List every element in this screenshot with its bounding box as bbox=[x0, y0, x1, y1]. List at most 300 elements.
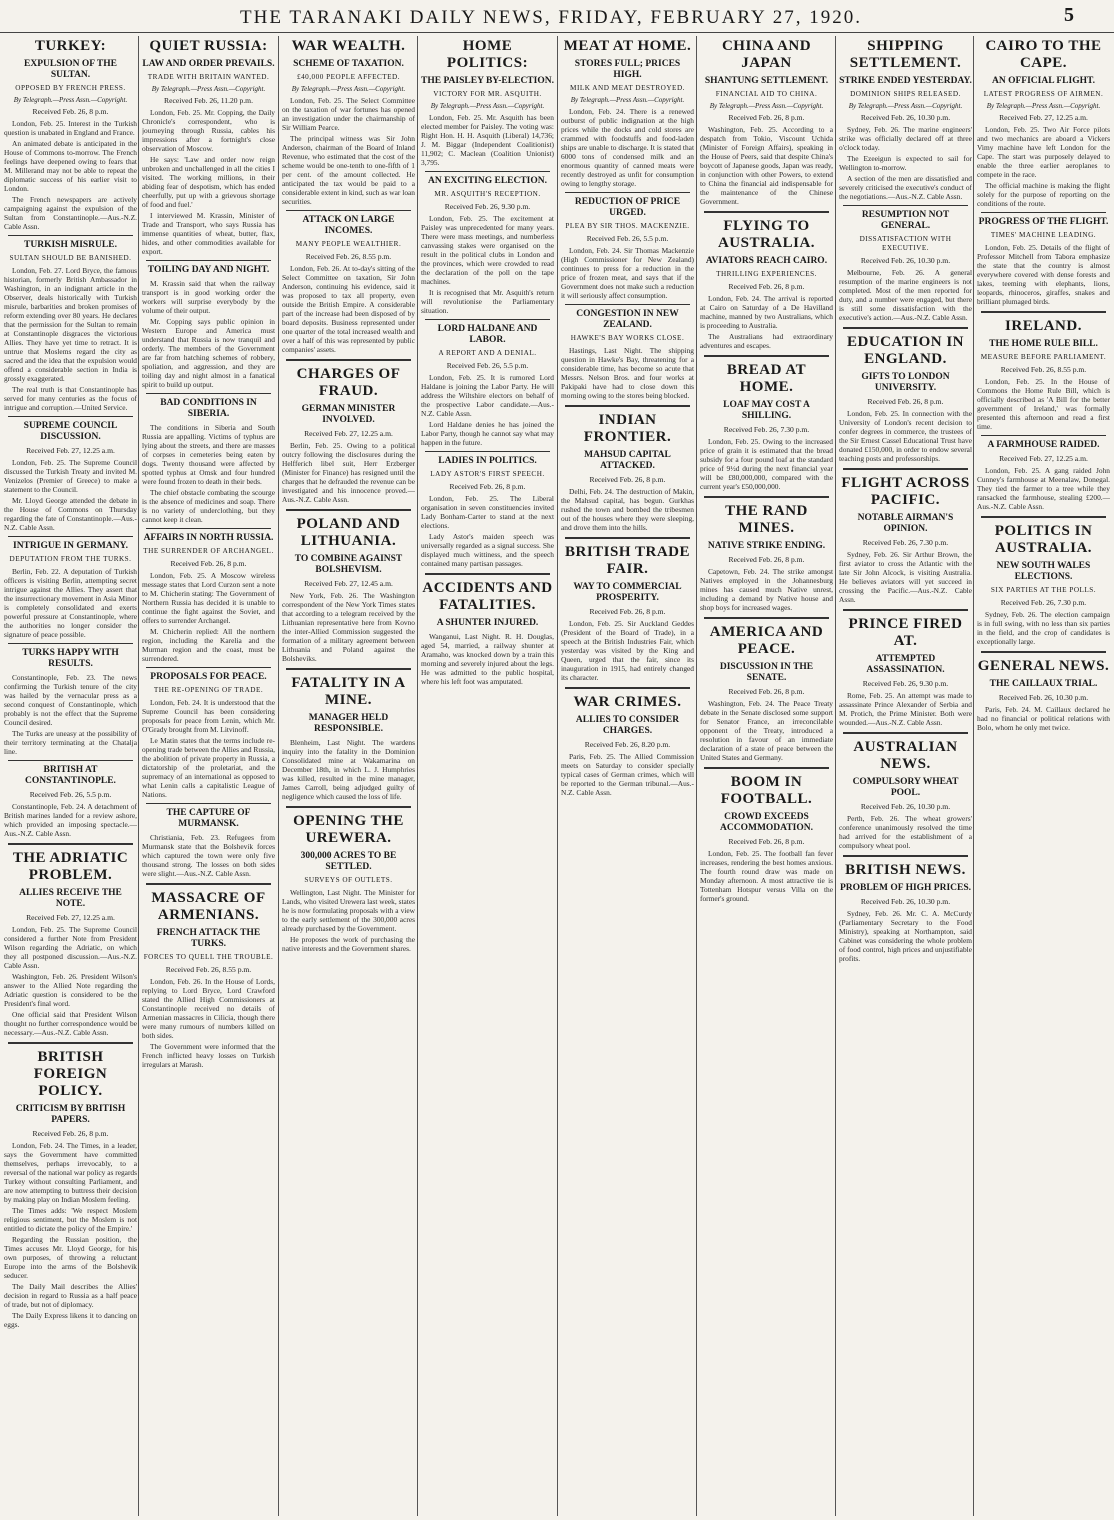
article-divider bbox=[8, 536, 133, 537]
article-paragraph: Mr. Copping says public opinion in Western Europe and America must understand that Russia is now tranquil and orderly. The members of the Government are far from hatching schemes of robbery, spoliation, and aggression, and they are toiling day and night almost in a fanatical spirit to build up output. bbox=[142, 317, 275, 389]
article-subheading: BAD CONDITIONS IN SIBERIA. bbox=[160, 398, 257, 419]
article bbox=[142, 667, 275, 799]
article-deck: MANY PEOPLE WEALTHIER. bbox=[295, 240, 402, 248]
article-headline: MASSACRE OF ARMENIANS. bbox=[151, 890, 266, 923]
article-subheading: LORD HALDANE AND LABOR. bbox=[437, 324, 538, 345]
article-paragraph: Constantinople, Feb. 23. The news confirming the Turkish tenure of the city was hailed by the vernacular press as a second conquest of Constantinople, which probably is not the effect that the Supreme Council desired. bbox=[4, 673, 137, 727]
article bbox=[282, 806, 415, 953]
article-deck: DISSATISFACTION WITH EXECUTIVE. bbox=[859, 235, 952, 252]
article bbox=[977, 212, 1110, 306]
article-paragraph: The Daily Mail describes the Allies' decision in regard to Russia as a half peace of trade, but not of diplomacy. bbox=[4, 1282, 137, 1309]
article-headline: PRINCE FIRED AT. bbox=[848, 616, 963, 649]
article-paragraph: Paris, Feb. 25. The Allied Commission meets on Saturday to consider specially typical cases of German crimes, which will be reported to the German tribunal.—Aus.-N.Z. Cable Assn. bbox=[561, 752, 694, 797]
article-headline: CAIRO TO THE CAPE. bbox=[985, 38, 1102, 71]
article-divider bbox=[843, 609, 968, 611]
article-paragraph: Christiania, Feb. 23. Refugees from Murmansk state that the Bolshevik forces which captured the town were only five thousand strong. The losses on both sides were slight.—Aus.-N.Z. Cable Assn. bbox=[142, 833, 275, 878]
article-deck: OPPOSED BY FRENCH PRESS. bbox=[15, 84, 126, 92]
article-headline: BRITISH TRADE FAIR. bbox=[564, 544, 690, 577]
article bbox=[421, 573, 554, 686]
article-divider bbox=[286, 210, 411, 211]
article-subheading: EXPULSION OF THE SULTAN. bbox=[24, 59, 117, 80]
article-deck: SULTAN SHOULD BE BANISHED. bbox=[9, 254, 132, 262]
article-deck: MILK AND MEAT DESTROYED. bbox=[570, 84, 685, 92]
received-time: Received Feb. 26, 8 p.m. bbox=[728, 113, 805, 122]
telegraph-credit: By Telegraph.—Press Assn.—Copyright. bbox=[570, 96, 685, 104]
column-rule bbox=[417, 36, 418, 1516]
article-deck: MEASURE BEFORE PARLIAMENT. bbox=[980, 353, 1107, 361]
article-paragraph: Delhi, Feb. 24. The destruction of Makin, the Mahsud capital, has begun. Gurkhas rushed the town and bombed the tribesmen out of the houses where they were sleeping, and drove them into the hills. bbox=[561, 487, 694, 532]
received-time: Received Feb. 26, 5.5 p.m. bbox=[29, 790, 112, 799]
article-headline: ACCIDENTS AND FATALITIES. bbox=[422, 580, 553, 613]
article-paragraph: A section of the men are dissatisfied and severely criticised the executive's conduct of the negotiations.—Aus.-N.Z. Cable Assn. bbox=[839, 174, 972, 201]
article-paragraph: Blenheim, Last Night. The wardens inquiry into the fatality in the Dominion Consolidated mine at Wakamarina on December 18th, in which L. J. Humphries was killed, resulted in the mine manager, James Carroll, being adjudged guilty of negligence which caused the loss of life. bbox=[282, 738, 415, 801]
received-time: Received Feb. 26, 8 p.m. bbox=[170, 559, 247, 568]
article-headline: THE RAND MINES. bbox=[725, 503, 808, 536]
received-time: Received Feb. 26, 8.55 p.m. bbox=[165, 965, 252, 974]
article bbox=[561, 687, 694, 797]
article-paragraph: The French newspapers are actively campaigning against the expulsion of the Sultan from Constantinople.—Aus.-N.Z. Cable Assn. bbox=[4, 195, 137, 231]
article-divider bbox=[843, 732, 968, 734]
article-divider bbox=[286, 668, 411, 670]
article-subheading: MAHSUD CAPITAL ATTACKED. bbox=[584, 450, 671, 471]
received-time: Received Feb. 26, 8.20 p.m. bbox=[584, 740, 671, 749]
received-time: Received Feb. 27, 12.45 a.m. bbox=[304, 579, 393, 588]
article-paragraph: The conditions in Siberia and South Russia are appalling. Victims of typhus are lying about the streets, and there are masses of corpses in cemeteries being eaten by dogs. Twenty thousand were affected by spotted typhus at Omsk and four hundred were found frozen to death in their beds. bbox=[142, 423, 275, 486]
article-divider bbox=[425, 319, 550, 320]
article-divider bbox=[8, 416, 133, 417]
article-subheading: PROBLEM OF HIGH PRICES. bbox=[839, 883, 972, 893]
column-2 bbox=[142, 36, 275, 1516]
article-headline: BREAD AT HOME. bbox=[726, 362, 807, 395]
article-subheading: ALLIES TO CONSIDER CHARGES. bbox=[575, 715, 680, 736]
telegraph-credit: By Telegraph.—Press Assn.—Copyright. bbox=[709, 102, 824, 110]
article-subheading: TURKS HAPPY WITH RESULTS. bbox=[22, 648, 119, 669]
article-subheading: SCHEME OF TAXATION. bbox=[293, 59, 404, 69]
received-time: Received Feb. 26, 8 p.m. bbox=[589, 475, 666, 484]
column-rule bbox=[835, 36, 836, 1516]
article-headline: INDIAN FRONTIER. bbox=[583, 412, 672, 445]
article-headline: WAR WEALTH. bbox=[291, 38, 406, 54]
article-paragraph: Berlin, Feb. 25. Owing to a political outcry following the disclosures during the Helfferich libel suit, Herr Erzberger (Minister for Finance) has resigned until the charges that he defrauded the revenue can be investigated and his innocence proved.—Aus.-N.Z. Cable Assn. bbox=[282, 441, 415, 504]
telegraph-credit: By Telegraph.—Press Assn.—Copyright. bbox=[291, 85, 406, 93]
article bbox=[4, 1042, 137, 1329]
article-divider bbox=[286, 509, 411, 511]
article bbox=[977, 311, 1110, 431]
article-paragraph: The Turks are uneasy at the possibility of their territory terminating at the Chatalja line. bbox=[4, 729, 137, 756]
article-paragraph: London, Feb. 25. In connection with the University of London's recent decision to confer degrees in commerce, the trustees of the Sir Ernest Cassel Educational Trust have donated £150,000, in order to endow several teaching posts and professorships. bbox=[839, 409, 972, 463]
article-subheading: THE PAISLEY BY-ELECTION. bbox=[421, 76, 554, 86]
received-time: Received Feb. 26, 8 p.m. bbox=[728, 837, 805, 846]
article-paragraph: London, Feb. 24. The arrival is reported at Cairo on Saturday of a De Havilland machine, manned by two Australians, which is proceeding to Australia. bbox=[700, 294, 833, 330]
article-paragraph: The Australians had extraordinary adventures and escapes. bbox=[700, 332, 833, 350]
article-paragraph: He proposes the work of purchasing the native interests and the Government shares. bbox=[282, 935, 415, 953]
article bbox=[700, 38, 833, 206]
article bbox=[4, 235, 137, 412]
article-deck: TIMES' MACHINE LEADING. bbox=[990, 231, 1097, 239]
article-deck: THRILLING EXPERIENCES. bbox=[716, 270, 817, 278]
article-paragraph: One official said that President Wilson thought no further correspondence would be necessary.—Aus.-N.Z. Cable Assn. bbox=[4, 1010, 137, 1037]
article-divider bbox=[565, 405, 690, 407]
article-paragraph: Wellington, Last Night. The Minister for Lands, who visited Urewera last week, states he is now formulating proposals with a view to the early settlement of the 300,000 acres already purchased by the Government. bbox=[282, 888, 415, 933]
article-paragraph: London, Feb. 25. It is rumored Lord Haldane is joining the Labor Party. He will address the Wiltshire electors on behalf of the prospective Labor candidate.—Aus.-N.Z. Cable Assn. bbox=[421, 373, 554, 418]
article-paragraph: London, Feb. 24. Sir Thomas Mackenzie (High Commissioner for New Zealand) continues to press for a reduction in the price of frozen meat, and says that if the Government does not make such a reduction it will seriously affect consumption. bbox=[561, 246, 694, 300]
article-divider bbox=[8, 643, 133, 644]
article bbox=[839, 855, 972, 963]
article-paragraph: The Government were informed that the French inflicted heavy losses on Turkish irregulars at Marash. bbox=[142, 1042, 275, 1069]
article-paragraph: London, Feb. 25. The Supreme Council considered a further Note from President Wilson regarding the Adriatic, on which they all postponed discussion.—Aus.-N.Z. Cable Assn. bbox=[4, 925, 137, 970]
received-time: Received Feb. 26, 10.30 p.m. bbox=[860, 256, 951, 265]
received-time: Received Feb. 26, 5.5 p.m. bbox=[446, 361, 529, 370]
article bbox=[700, 767, 833, 903]
article-subheading: A FARMHOUSE RAIDED. bbox=[987, 440, 1100, 450]
article-headline: CHINA AND JAPAN bbox=[721, 38, 812, 71]
article-subheading: LAW AND ORDER PREVAILS. bbox=[142, 59, 275, 69]
article-subheading: REDUCTION OF PRICE URGED. bbox=[574, 197, 681, 218]
article-divider bbox=[843, 468, 968, 470]
received-time: Received Feb. 26, 9.30 p.m. bbox=[862, 679, 949, 688]
article bbox=[4, 416, 137, 532]
article bbox=[700, 211, 833, 350]
article-headline: FLIGHT ACROSS PACIFIC. bbox=[841, 475, 970, 508]
article-subheading: MANAGER HELD RESPONSIBLE. bbox=[308, 713, 389, 734]
article-subheading: NOTABLE AIRMAN'S OPINION. bbox=[857, 513, 954, 534]
column-6 bbox=[700, 36, 833, 1516]
article-paragraph: Constantinople, Feb. 24. A detachment of British marines landed for a review ashore, which provided an imposing spectacle.—Aus.-N.Z. Cable Assn. bbox=[4, 802, 137, 838]
article-deck: FORCES TO QUELL THE TROUBLE. bbox=[143, 953, 274, 961]
received-time: Received Feb. 26, 8 p.m. bbox=[728, 555, 805, 564]
article-paragraph: London, Feb. 25. Sir Auckland Geddes (President of the Board of Trade), in a speech at the British Industries Fair, which yesterday was visited by the King and Queen, urged that the fair, since its inauguration in 1915, had entirely changed its character. bbox=[561, 619, 694, 682]
article-headline: BOOM IN FOOTBALL. bbox=[720, 774, 813, 807]
article-divider bbox=[146, 260, 271, 261]
article bbox=[4, 38, 137, 231]
article-paragraph: Paris, Feb. 24. M. Caillaux declared he had no financial or political relations with Bolo, whom he only met twice. bbox=[977, 705, 1110, 732]
received-time: Received Feb. 26, 7.30 p.m. bbox=[723, 425, 810, 434]
article-divider bbox=[146, 883, 271, 885]
article-subheading: STRIKE ENDED YESTERDAY. bbox=[839, 76, 972, 86]
article-divider bbox=[843, 855, 968, 857]
article-subheading: THE HOME RULE BILL. bbox=[989, 339, 1098, 349]
telegraph-credit: By Telegraph.—Press Assn.—Copyright. bbox=[151, 85, 266, 93]
column-rule bbox=[557, 36, 558, 1516]
article-paragraph: Sydney, Feb. 26. The marine engineers' strike was officially declared off at three o'clock today. bbox=[839, 125, 972, 152]
article-paragraph: London, Feb. 25. The Select Committee on the taxation of war fortunes has opened an investigation under the chairmanship of Sir William Pearce. bbox=[282, 96, 415, 132]
article-paragraph: The Times adds: 'We respect Moslem religious sentiment, but the Moslem is not entitled to dictate the policy of the Empire.' bbox=[4, 1206, 137, 1233]
article-headline: WAR CRIMES. bbox=[573, 694, 682, 710]
received-time: Received Feb. 26, 10.30 p.m. bbox=[998, 693, 1089, 702]
article-divider bbox=[146, 528, 271, 529]
column-5 bbox=[561, 36, 694, 1516]
article-subheading: AVIATORS REACH CAIRO. bbox=[705, 256, 828, 266]
article-paragraph: Rome, Feb. 25. An attempt was made to assassinate Prince Alexander of Serbia and M. Protich, the Prime Minister. Both were wounded.—Aus.-N.Z. Cable Assn. bbox=[839, 691, 972, 727]
article-paragraph: The chief obstacle combating the scourge is the absence of medicines and soap. There is no variety of underclothing, but they cannot keep it clean. bbox=[142, 488, 275, 524]
article bbox=[561, 304, 694, 400]
article-subheading: AN OFFICIAL FLIGHT. bbox=[991, 76, 1095, 86]
article-paragraph: London, Feb. 25. Two Air Force pilots and two mechanics are aboard a Vickers Vimy machine have left London for the Cape. The start was purposely delayed to enable the three earlier aeroplanes to compete in the race. bbox=[977, 125, 1110, 179]
article-paragraph: The real truth is that Constantinople has served for many centuries as the focus of intrigue and corruption.—United Service. bbox=[4, 385, 137, 412]
article-subheading: CRITICISM BY BRITISH PAPERS. bbox=[15, 1104, 126, 1125]
received-time: Received Feb. 27, 12.25 a.m. bbox=[304, 429, 393, 438]
article bbox=[282, 210, 415, 354]
article-deck: THE RE-OPENING OF TRADE. bbox=[153, 686, 264, 694]
article-subheading: TOILING DAY AND NIGHT. bbox=[147, 265, 270, 275]
article-paragraph: Berlin, Feb. 22. A deputation of Turkish officers is visiting Berlin, attempting secret intrigue against the Allies. They assert that the insurrectionary movement in Asia Minor is completely consolidated and exerts powerful pressure at Constantinople, where the authorities no longer consider the signature of peace possible. bbox=[4, 567, 137, 639]
article-headline: QUIET RUSSIA: bbox=[149, 38, 268, 54]
article-divider bbox=[565, 304, 690, 305]
article-divider bbox=[8, 235, 133, 236]
article bbox=[561, 405, 694, 532]
article-headline: AMERICA AND PEACE. bbox=[709, 624, 824, 657]
article bbox=[839, 468, 972, 604]
column-4 bbox=[421, 36, 554, 1516]
article-headline: TURKEY: bbox=[34, 38, 107, 54]
article-divider bbox=[704, 211, 829, 213]
article-divider bbox=[704, 355, 829, 357]
article-subheading: AN EXCITING ELECTION. bbox=[427, 176, 548, 186]
received-time: Received Feb. 26, 10.30 p.m. bbox=[860, 897, 951, 906]
article bbox=[977, 651, 1110, 732]
article-paragraph: London, Feb. 26. At to-day's sitting of the Select Committee on taxation, Sir John Anderson, continuing his evidence, said it was proposed to tax all property, even outside the British Empire. A considerable part of the increase had been disposed of by board deposits. Business represented under one quarter of the total increased wealth and over a half of this was represented by public companies' assets. bbox=[282, 264, 415, 354]
article-deck: HAWKE'S BAY WORKS CLOSE. bbox=[570, 334, 685, 342]
article-deck: TRADE WITH BRITAIN WANTED. bbox=[147, 73, 270, 81]
article bbox=[421, 38, 554, 167]
article-paragraph: Wanganui, Last Night. R. H. Douglas, aged 54, married, a railway shunter at Aramaho, was knocked down by a train this morning and severely injured about the legs. He was admitted to the public hospital, where his left foot was amputated. bbox=[421, 632, 554, 686]
article-divider bbox=[425, 573, 550, 575]
article-paragraph: Le Matin states that the terms include re-opening trade between the Allies and Russia, the abolition of private property in Russia, a dictatorship of the proletariat, and the supremacy of an international as opposed to what Lenin calls a capitalistic League of Nations. bbox=[142, 736, 275, 799]
article bbox=[839, 327, 972, 463]
article bbox=[142, 260, 275, 389]
article-divider bbox=[704, 617, 829, 619]
article-paragraph: London, Feb. 25. Mr. Copping, the Daily Chronicle's correspondent, who is journeying through Russia, cables his impressions after a fortnight's close observation of Moscow. bbox=[142, 108, 275, 153]
article-headline: MEAT AT HOME. bbox=[563, 38, 692, 54]
article-paragraph: M. Chicherin replied: All the northern region, including the Karelia and the Murman region and the coast, must be surrendered. bbox=[142, 627, 275, 663]
article bbox=[421, 319, 554, 447]
article-divider bbox=[8, 843, 133, 845]
article bbox=[142, 38, 275, 256]
article bbox=[700, 355, 833, 491]
article-divider bbox=[704, 496, 829, 498]
article bbox=[4, 760, 137, 838]
article-subheading: ALLIES RECEIVE THE NOTE. bbox=[19, 888, 122, 909]
article-paragraph: London, Feb. 25. Details of the flight of Professor Mitchell from Tabora emphasize the state that the country is almost everywhere covered with dense forests and lakes, teeming with elephants, lions, leopards, rhinoceros, giraffes, snakes and brilliant plumaged birds. bbox=[977, 243, 1110, 306]
article bbox=[561, 38, 694, 188]
article bbox=[4, 643, 137, 756]
article-subheading: DISCUSSION IN THE SENATE. bbox=[719, 662, 814, 683]
article-subheading: THE CAILLAUX TRIAL. bbox=[989, 679, 1098, 689]
article-headline: HOME POLITICS: bbox=[446, 38, 529, 71]
received-time: Received Feb. 27, 12.25 a.m. bbox=[999, 113, 1088, 122]
article-divider bbox=[565, 537, 690, 539]
article-paragraph: London, Feb. 25. Owing to the increased price of grain it is estimated that the bread subsidy for a four pound loaf at the standard price of 9½d during the next financial year will be £80,000,000, compared with the current year's £50,000,000. bbox=[700, 437, 833, 491]
article-subheading: STORES FULL; PRICES HIGH. bbox=[574, 59, 681, 80]
received-time: Received Feb. 26, 8 p.m. bbox=[32, 107, 109, 116]
article-divider bbox=[981, 311, 1106, 313]
article-divider bbox=[8, 1042, 133, 1044]
article-subheading: CROWD EXCEEDS ACCOMMODATION. bbox=[720, 812, 813, 833]
article-divider bbox=[704, 767, 829, 769]
article-deck: MR. ASQUITH'S RECEPTION. bbox=[434, 190, 541, 198]
article-headline: OPENING THE UREWERA. bbox=[293, 813, 404, 846]
article-subheading: GERMAN MINISTER INVOLVED. bbox=[301, 404, 396, 425]
article-deck: SURVEYS OF OUTLETS. bbox=[304, 876, 393, 884]
article-deck: VICTORY FOR MR. ASQUITH. bbox=[433, 90, 542, 98]
article-deck: FINANCIAL AID TO CHINA. bbox=[715, 90, 818, 98]
article bbox=[282, 509, 415, 663]
received-time: Received Feb. 26, 8 p.m. bbox=[589, 607, 666, 616]
article bbox=[700, 617, 833, 762]
article-divider bbox=[843, 205, 968, 206]
article-paragraph: London, Feb. 25. Interest in the Turkish question is unabated in England and France. bbox=[4, 119, 137, 137]
article-headline: THE ADRIATIC PROBLEM. bbox=[12, 850, 129, 883]
article-subheading: PROGRESS OF THE FLIGHT. bbox=[978, 217, 1109, 227]
article-paragraph: It is recognised that Mr. Asquith's return will revolutionise the Parliamentary situation. bbox=[421, 288, 554, 315]
article-paragraph: The official machine is making the flight solely for the purpose of reporting on the conditions of the route. bbox=[977, 181, 1110, 208]
article-subheading: THE CAPTURE OF MURMANSK. bbox=[166, 808, 251, 829]
article-paragraph: London, Feb. 25. The excitement at Paisley was unprecedented for many years. There were mass meetings, and numberless canvassing stakes were organised on the result in the political clubs in London and the provinces, which were crowded to read the declaration of the poll on the tape machines. bbox=[421, 214, 554, 286]
article-paragraph: Washington, Feb. 25. According to a despatch from Tokio, Viscount Uchida (Minister of Foreign Affairs), speaking in the House of Peers, said that despite China's boycott of Japanese goods, Japan was ready, in conjunction with other Powers, to extend to China the financial aid indispensable for the maintenance of the Chinese Government. bbox=[700, 125, 833, 206]
article-headline: POLAND AND LITHUANIA. bbox=[296, 516, 401, 549]
article-divider bbox=[146, 393, 271, 394]
received-time: Received Feb. 26, 10.30 p.m. bbox=[860, 802, 951, 811]
article bbox=[839, 205, 972, 322]
article-paragraph: Capetown, Feb. 24. The strike amongst Natives employed in the Johannesburg mines has caused much Native unrest, including a demand by Native house and shop boys for increased wages. bbox=[700, 567, 833, 612]
article-subheading: NEW SOUTH WALES ELECTIONS. bbox=[996, 561, 1091, 582]
article bbox=[142, 883, 275, 1069]
article bbox=[977, 38, 1110, 208]
article bbox=[282, 668, 415, 801]
received-time: Received Feb. 27, 12.25 a.m. bbox=[26, 446, 115, 455]
article-headline: AUSTRALIAN NEWS. bbox=[853, 739, 958, 772]
article bbox=[839, 732, 972, 850]
article-paragraph: Washington, Feb. 26. President Wilson's answer to the Allied Note regarding the Adriatic question is considered to be the President's final word. bbox=[4, 972, 137, 1008]
column-rule bbox=[973, 36, 974, 1516]
newspaper-title: THE TARANAKI DAILY NEWS, FRIDAY, FEBRUARY 27, 1920. bbox=[240, 7, 862, 28]
article-paragraph: New York, Feb. 26. The Washington correspondent of the New York Times states that according to a telegram received by the Lithuanian representative here from Kovno the inter-Allied Commission suggested the formation of a military agreement between Lithuania and Poland against the Bolsheviks. bbox=[282, 591, 415, 663]
article-subheading: NATIVE STRIKE ENDING. bbox=[707, 541, 826, 551]
masthead bbox=[0, 0, 1114, 33]
article-paragraph: Mr. Lloyd George attended the debate in the House of Commons on Thursday regarding the fate of Constantinople.—Aus.-N.Z. Cable Assn. bbox=[4, 496, 137, 532]
telegraph-credit: By Telegraph.—Press Assn.—Copyright. bbox=[13, 96, 128, 104]
page-number: 5 bbox=[1064, 4, 1074, 26]
article-paragraph: Lord Haldane denies he has joined the Labor Party, though he cannot say what may happen in the future. bbox=[421, 420, 554, 447]
received-time: Received Feb. 26, 8 p.m. bbox=[728, 687, 805, 696]
article-deck: DEPUTATION FROM THE TURKS. bbox=[9, 555, 132, 563]
article-paragraph: The Ezeeigun is expected to sail for Wellington to-morrow. bbox=[839, 154, 972, 172]
article-paragraph: London, Feb. 24. There is a renewed outburst of public indignation at the high prices while the docks and cold stores are crammed with foodstuffs and food-laden ships are unable to discharge. It is stated that 6000 tons of condensed milk and an enormous quantity of canned meats were recently destroyed as unfit for consumption owing to lengthy storage. bbox=[561, 107, 694, 188]
article-paragraph: Melbourne, Feb. 26. A general resumption of the marine engineers is not completed. Most of the men reported for duty, and a number were engaged, but there is still some dissatisfaction with the executive's action.—Aus.-N.Z. Cable Assn. bbox=[839, 268, 972, 322]
article-subheading: TO COMBINE AGAINST BOLSHEVISM. bbox=[294, 554, 403, 575]
article-divider bbox=[146, 667, 271, 668]
article-deck: £40,000 PEOPLE AFFECTED. bbox=[296, 73, 401, 81]
telegraph-credit: By Telegraph.—Press Assn.—Copyright. bbox=[848, 102, 963, 110]
article-paragraph: London, Feb. 25. The football fan fever increases, rendering the best homes anxious. The fourth round draw was made on Monday afternoon. A most attractive tie is Tottenham Hotspur versus Villa on the former's ground. bbox=[700, 849, 833, 903]
article bbox=[142, 803, 275, 878]
article-divider bbox=[425, 451, 550, 452]
article-subheading: ATTACK ON LARGE INCOMES. bbox=[302, 215, 395, 236]
article-deck: LATEST PROGRESS OF AIRMEN. bbox=[983, 90, 1104, 98]
article-subheading: LADIES IN POLITICS. bbox=[438, 456, 537, 466]
article-paragraph: Lady Astor's maiden speech was universally regarded as a signal success. She displayed much wittiness, and the speech contained many partisan passages. bbox=[421, 532, 554, 568]
article-deck: SIX PARTIES AT THE POLLS. bbox=[990, 586, 1097, 594]
article-headline: IRELAND. bbox=[1005, 318, 1082, 334]
article-deck: PLEA BY SIR THOS. MACKENZIE. bbox=[565, 222, 690, 230]
article bbox=[977, 435, 1110, 511]
article-subheading: BRITISH AT CONSTANTINOPLE. bbox=[25, 765, 116, 786]
article-divider bbox=[286, 806, 411, 808]
article bbox=[839, 609, 972, 727]
received-time: Received Feb. 27, 12.25 a.m. bbox=[26, 913, 115, 922]
article-divider bbox=[981, 435, 1106, 436]
column-8 bbox=[977, 36, 1110, 1516]
received-time: Received Feb. 26, 8 p.m. bbox=[728, 282, 805, 291]
article-headline: EDUCATION IN ENGLAND. bbox=[847, 334, 964, 367]
article-paragraph: London, Feb. 26. In the House of Lords, replying to Lord Bryce, Lord Crawford stated the Allied High Commissioners at Constantinople received no details of Armenian massacres in Cilicia, though there were many rumours of numbers killed on both sides. bbox=[142, 977, 275, 1040]
article-paragraph: London, Feb. 25. In the House of Commons the Home Rule Bill, which is officially described as 'A Bill for the better government of Ireland,' was formally presented this afternoon and read a first time. bbox=[977, 377, 1110, 431]
article-subheading: 300,000 ACRES TO BE SETTLED. bbox=[300, 851, 397, 872]
article-subheading: LOAF MAY COST A SHILLING. bbox=[723, 400, 810, 421]
article-paragraph: Washington, Feb. 24. The Peace Treaty debate in the Senate disclosed some support for Senator France, an irreconcilable opponent of the Treaty, introduced a resolution in favour of an immediate declaration of a state of peace between the United States and Germany. bbox=[700, 699, 833, 762]
article-subheading: COMPULSORY WHEAT POOL. bbox=[852, 777, 959, 798]
received-time: Received Feb. 26, 11.20 p.m. bbox=[164, 96, 253, 105]
received-time: Received Feb. 26, 10.30 p.m. bbox=[860, 113, 951, 122]
article-headline: BRITISH NEWS. bbox=[845, 862, 966, 878]
column-7 bbox=[839, 36, 972, 1516]
received-time: Received Feb. 26, 5.5 p.m. bbox=[586, 234, 669, 243]
article-paragraph: The principal witness was Sir John Anderson, chairman of the Board of Inland Revenue, who estimated that the cost of the scheme would be one-tenth to one-fifth of 1 per cent. of the amount collected. He anticipated the tax would be paid to a considerable extent in kind, such as war loan securities. bbox=[282, 134, 415, 206]
article-subheading: FRENCH ATTACK THE TURKS. bbox=[156, 928, 261, 949]
article-subheading: TURKISH MISRULE. bbox=[24, 240, 117, 250]
received-time: Received Feb. 27, 12.25 a.m. bbox=[999, 454, 1088, 463]
article-subheading: SHANTUNG SETTLEMENT. bbox=[704, 76, 829, 86]
article-headline: POLITICS IN AUSTRALIA. bbox=[994, 523, 1093, 556]
article-headline: FLYING TO AUSTRALIA. bbox=[717, 218, 816, 251]
received-time: Received Feb. 26, 8.55 p.m. bbox=[305, 252, 392, 261]
article-paragraph: London, Feb. 25. A Moscow wireless message states that Lord Curzon sent a note to M. Chicherin stating: The Government of Northern Russia has decided it is unable to continue the fight against the Soviet, and offers to surrender Archangel. bbox=[142, 571, 275, 625]
article-deck: LADY ASTOR'S FIRST SPEECH. bbox=[430, 470, 545, 478]
article bbox=[839, 38, 972, 201]
article-subheading: PROPOSALS FOR PEACE. bbox=[150, 672, 267, 682]
article-headline: FATALITY IN A MINE. bbox=[291, 675, 406, 708]
article-subheading: A SHUNTER INJURED. bbox=[436, 618, 539, 628]
article-paragraph: London, Feb. 27. Lord Bryce, the famous historian, formerly British Ambassador in Washington, in an indignant article in the Observer, deals historically with Turkish misrule, barbarities and broken promises of reform extending over 80 years. He declares that the permission for the Sultan to remain at Constantinople disgraces the victorious Allies. They have yet time to retract. It is untrue that Moslems regard the city as sacred and the idea that the expulsion would offend a considerable section in India is grossly exaggerated. bbox=[4, 266, 137, 383]
article-divider bbox=[981, 651, 1106, 653]
article-deck: DOMINION SHIPS RELEASED. bbox=[850, 90, 961, 98]
article-deck: A REPORT AND A DENIAL. bbox=[438, 349, 537, 357]
article-divider bbox=[146, 803, 271, 804]
article-subheading: RESUMPTION NOT GENERAL. bbox=[861, 210, 950, 231]
received-time: Received Feb. 26, 8.55 p.m. bbox=[1000, 365, 1087, 374]
article-paragraph: An animated debate is anticipated in the House of Commons to-morrow. The French feelings have deepened owing to fears that M. Millerand may not be able to repeat the diplomatic success of his earlier visit to London. bbox=[4, 139, 137, 193]
article-divider bbox=[8, 760, 133, 761]
article-divider bbox=[565, 192, 690, 193]
article-headline: GENERAL NEWS. bbox=[977, 658, 1110, 674]
article-paragraph: The Daily Express likens it to dancing on eggs. bbox=[4, 1311, 137, 1329]
article-subheading: INTRIGUE IN GERMANY. bbox=[13, 541, 128, 551]
article-headline: CHARGES OF FRAUD. bbox=[296, 366, 401, 399]
column-rule bbox=[138, 36, 139, 1516]
article bbox=[561, 537, 694, 682]
article-paragraph: Regarding the Russian position, the Times accuses Mr. Lloyd George, for his own purposes, of throwing a reluctant Europe into the arms of the Bolshevik seducer. bbox=[4, 1235, 137, 1280]
article bbox=[282, 359, 415, 504]
article-divider bbox=[286, 359, 411, 361]
article-subheading: CONGESTION IN NEW ZEALAND. bbox=[576, 309, 679, 330]
received-time: Received Feb. 26, 8 p.m. bbox=[32, 1129, 109, 1138]
article-subheading: GIFTS TO LONDON UNIVERSITY. bbox=[861, 372, 950, 393]
article bbox=[4, 536, 137, 639]
article-divider bbox=[843, 327, 968, 329]
article-paragraph: London, Feb. 25. The Supreme Council discussed the Turkish Treaty and invited M. Venizelos (Premier of Greece) to make a statement to the Council. bbox=[4, 458, 137, 494]
article bbox=[282, 38, 415, 206]
telegraph-credit: By Telegraph.—Press Assn.—Copyright. bbox=[986, 102, 1101, 110]
